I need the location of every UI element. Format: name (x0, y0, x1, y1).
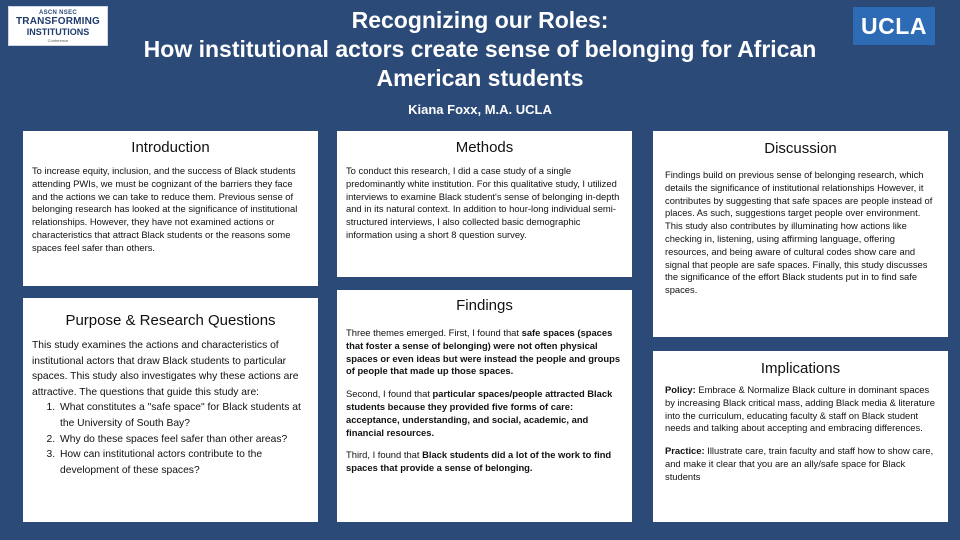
methods-text: To conduct this research, I did a case study of a single predominantly white institution. For this qualitative study, I utilized interviews to examine Black student's sense of belonging in-depth and in its natural context. In addition to hour-long individual semi-structured interviews, I also collected basic demographic information using a short 8 question survey. (346, 165, 620, 240)
research-question: 1. What constitutes a "safe space" for Black students at the University of South Bay? (58, 400, 309, 431)
implications-heading: Implications (760, 360, 841, 377)
discussion-text: Findings build on previous sense of belonging research, which details the significance of institutional relationships However, it contributes by suggesting that safe spaces are people instead of places. As such, suggestions target people over environment. This study also contributes by illuminating how actions like checking in, listening, using affirming language, offering resources, and being aware of cultural codes show care and signal that people are safe spaces. Finally, this study discusses the significance of the effort Black students put in to find safe spaces. (665, 169, 933, 296)
implications-panel (653, 351, 948, 522)
title-line-2: How institutional actors create sense of belonging for African (143, 36, 817, 62)
purpose-panel (23, 298, 318, 522)
discussion-heading: Discussion (764, 140, 837, 157)
methods-panel (337, 131, 632, 277)
logo-ascn-text: ASCN (38, 9, 58, 16)
methods-heading: Methods (455, 139, 514, 156)
introduction-panel (23, 131, 318, 286)
findings-panel (337, 290, 632, 522)
ucla-logo: UCLA (853, 7, 935, 45)
findings-heading: Findings (456, 297, 513, 314)
poster-title (80, 6, 880, 93)
purpose-heading: Purpose & Research Questions (65, 312, 276, 329)
research-question: 3. How can institutional actors contribute to the development of these spaces? (58, 447, 309, 478)
author-line: Kiana Foxx, M.A. UCLA (408, 102, 552, 117)
research-question: 2. Why do these spaces feel safer than other areas? (58, 432, 309, 448)
title-line-1: Recognizing our Roles: (351, 7, 609, 33)
logo-conference-text: Conference (47, 37, 69, 43)
logo-transforming-text: TRANSFORMING (15, 15, 101, 27)
practice-implication: Practice: Illustrate care, train faculty and staff how to show care, and make it clear that you are an ally/safe space for Black students (665, 445, 934, 482)
introduction-heading: Introduction (131, 139, 210, 156)
discussion-panel (653, 131, 948, 337)
introduction-text: To increase equity, inclusion, and the success of Black students attending PWIs, we must be cognizant of the barriers they face and the actions we can take to reduce them. Previous sense of belonging research has looked at the significance of institutional relationships. However, they have not examined actions or characteristics that attract Black students or the reasons some spaces feel safer than others. (32, 165, 298, 253)
research-questions-list (32, 400, 309, 478)
title-line-3: American students (376, 65, 584, 91)
logo-institutions-text: INSTITUTIONS (26, 26, 90, 37)
finding-1: Three themes emerged. First, I found that safe spaces (spaces that foster a sense of belonging) were not often physical spaces or even ideas but were instead the people and groups of people that made up those spaces. (346, 327, 621, 377)
policy-implication: Policy: Embrace & Normalize Black culture in dominant spaces by increasing Black critical mass, adding Black media & literature into the curriculum, educating faculty & staff on Black student needs and talking about accepting and embracing differences. (665, 384, 935, 434)
logo-nsec-text: NSEC (59, 9, 78, 16)
finding-2: Second, I found that particular spaces/people attracted Black students because they provided five forms of care: acceptance, understanding, and social, academic, and financial resources. (346, 388, 613, 438)
finding-3: Third, I found that Black students did a lot of the work to find spaces that provide a sense of belonging. (346, 449, 612, 474)
purpose-text: This study examines the actions and characteristics of institutional actors that draw Black students to particular spaces. This study also investigates why these actions are attractive. The questions that guide this study are: (32, 340, 299, 398)
